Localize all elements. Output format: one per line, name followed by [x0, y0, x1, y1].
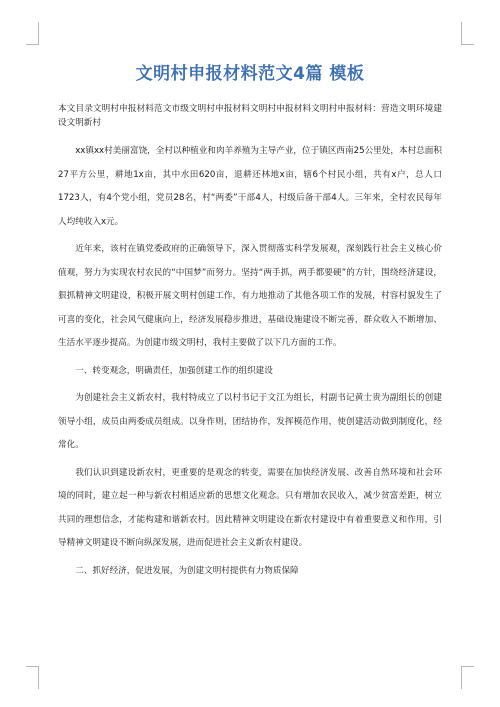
paragraph-intro: xx镇xx村美丽富饶，全村以种植业和肉羊养殖为主导产业，位于镇区西南25公里处，本村总面积27平方公里，耕地1x亩，其中水田620亩，退耕还林地x亩，辖6个村民小组，共有x户，总人口1723人，有4个党小组，党员28名，村“两委”干部4人，村级后备干部4人。三年来，全村农民每年人均纯收入x元。	[58, 146, 442, 227]
paragraph-overview: 近年来，该村在镇党委政府的正确领导下，深入贯彻落实科学发展观，深刻践行社会主义核心价值观，努力为实现农村农民的“中国梦”而努力。坚持“两手抓，两手都要硬”的方针，围绕经济建设，狠抓精神文明建设，积极开展文明村创建工作，有力地推动了其他各项工作的发展，村容村貌发生了可喜的变化，社会风气健康向上，经济发展稳步推进，基础设施建设不断完善，群众收入不断增加、生活水平逐步提高。为创建市级文明村，我村主要做了以下几方面的工作。	[58, 244, 442, 348]
paragraph-concept: 我们认识到建设新农村，更重要的是观念的转变，需要在加快经济发展、改善自然环境和社会环境的同时，建立起一种与新农村相适应新的思想文化观念。只有增加农民收入，减少贫富差距，树立共同的理想信念，才能构建和谐新农村。因此精神文明建设在新农村建设中有着重要意义和作用，引导精神文明建设不断向纵深发展，进而促进社会主义新农村建设。	[58, 467, 442, 548]
crop-mark-bottom-right	[461, 666, 474, 689]
document-page	[58, 60, 442, 587]
document-title: 文明村申报材料范文4篇 模板	[135, 64, 365, 84]
document-summary: 本文目录文明村申报材料范文市级文明村申报材料文明村申报材料文明村申报材料：营造文明环境建设文明新村	[58, 104, 442, 128]
crop-mark-top-right	[461, 22, 474, 45]
section-heading-1: 一、转变观念，明确责任，加强创建工作的组织建设	[75, 365, 273, 376]
crop-mark-bottom-left	[26, 666, 39, 689]
paragraph-leadership: 为创建社会主义新农村，我村特成立了以村书记于文江为组长，村副书记黄士贵为副组长的创建领导小组，成员由两委成员组成。以身作则，团结协作，发挥模范作用，使创建活动做到制度化，经常化。	[58, 393, 442, 450]
crop-mark-top-left	[26, 22, 39, 45]
section-heading-2: 二、抓好经济，促进发展，为创建文明村提供有力物质保障	[75, 565, 299, 576]
